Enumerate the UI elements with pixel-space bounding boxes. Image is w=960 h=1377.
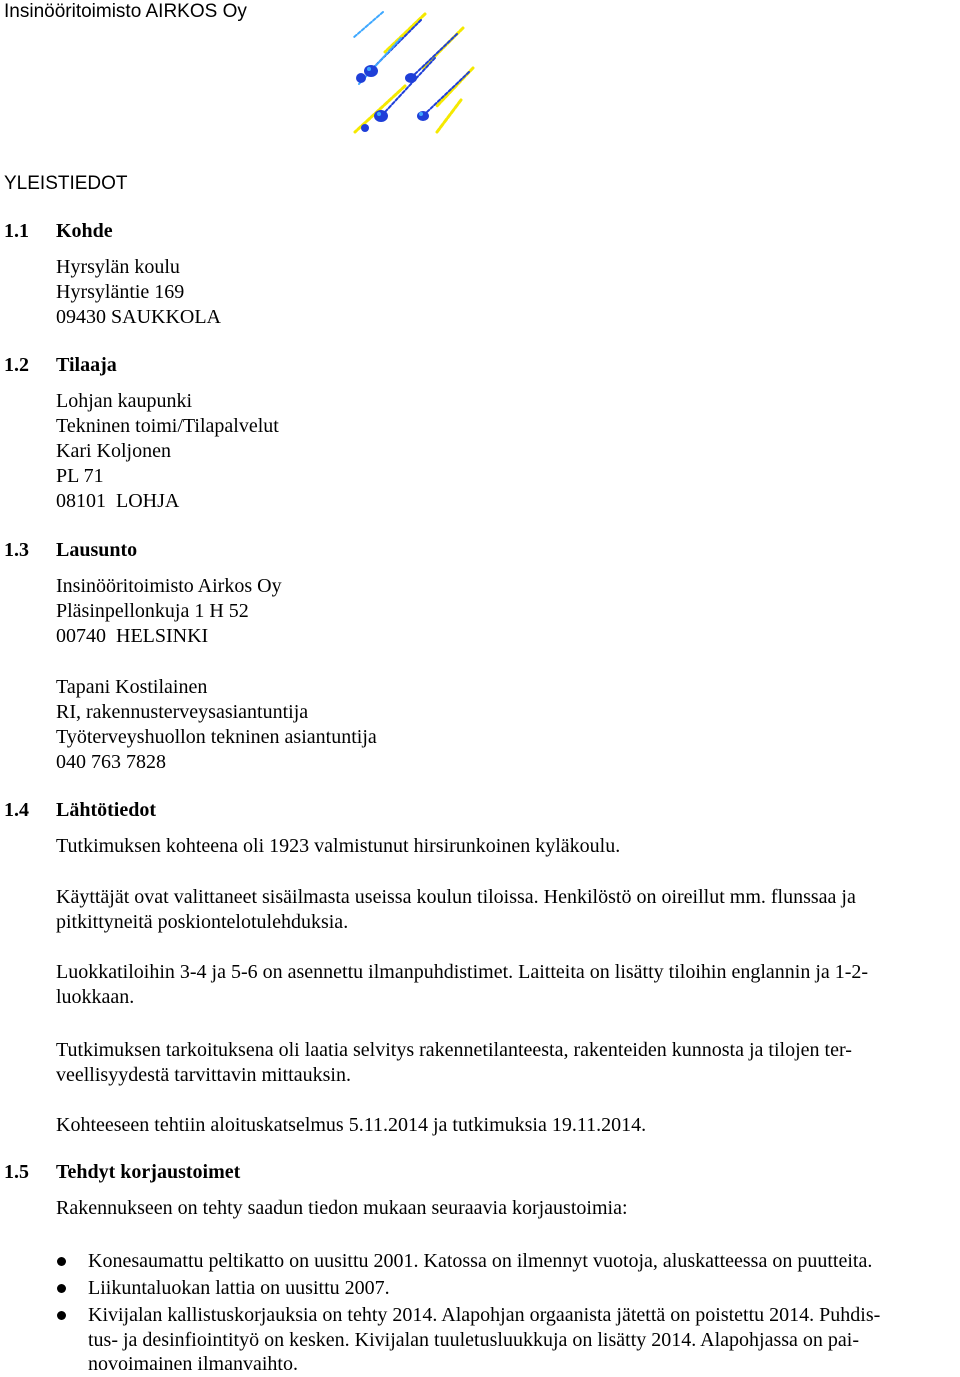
contact-line: 040 763 7828 <box>56 751 166 773</box>
section-number: 1.5 <box>4 1161 29 1183</box>
address-line: Lohjan kaupunki <box>56 390 193 412</box>
list-item: Konesaumattu peltikatto on uusittu 2001. Katossa on ilmennyt vuotoja, aluskatteessa on puutteita. <box>88 1250 873 1272</box>
paragraph-line: Tutkimuksen tarkoituksena oli laatia selvitys rakennetilanteesta, rakenteiden kunnosta ja tilojen ter- <box>56 1039 852 1061</box>
list-item-line: novoimainen ilmanvaihto. <box>88 1353 298 1375</box>
meteor-shower-logo <box>345 8 475 134</box>
address-line: Insinööritoimisto Airkos Oy <box>56 575 282 597</box>
lausunto-company-address <box>56 574 956 649</box>
paragraph-line: veellisyydestä tarvittavin mittauksin. <box>56 1064 351 1086</box>
section-title-kohde: Kohde <box>56 220 113 242</box>
paragraph-line: luokkaan. <box>56 986 135 1008</box>
section-title-korjaustoimet: Tehdyt korjaustoimet <box>56 1161 241 1183</box>
contact-line: RI, rakennusterveysasiantuntija <box>56 701 309 723</box>
bullet-icon <box>56 1303 72 1319</box>
bullet-icon <box>56 1249 72 1265</box>
lausunto-contact <box>56 675 956 775</box>
address-line: 00740 HELSINKI <box>56 625 209 647</box>
paragraph: Tutkimuksen kohteena oli 1923 valmistunut hirsirunkoinen kyläkoulu. <box>56 835 621 857</box>
paragraph: Rakennukseen on tehty saadun tiedon mukaan seuraavia korjaustoimia: <box>56 1197 628 1219</box>
section-number: 1.4 <box>4 799 29 821</box>
address-line: Hyrsylän koulu <box>56 256 180 278</box>
paragraph: Kohteeseen tehtiin aloituskatselmus 5.11.2014 ja tutkimuksia 19.11.2014. <box>56 1114 647 1136</box>
section-number: 1.2 <box>4 354 29 376</box>
bullet-icon <box>56 1276 72 1292</box>
address-line: 09430 SAUKKOLA <box>56 306 221 328</box>
kohde-address <box>56 255 956 330</box>
address-line: Kari Koljonen <box>56 440 171 462</box>
paragraph-line: Käyttäjät ovat valittaneet sisäilmasta useissa koulun tiloissa. Henkilöstö on oireillut mm. flunssaa ja <box>56 886 856 908</box>
list-item-line: Kivijalan kallistuskorjauksia on tehty 2014. Alapohjan orgaanista jätettä on poistettu 2014. Puhdis- <box>88 1304 881 1326</box>
address-line: Hyrsyläntie 169 <box>56 281 185 303</box>
company-header: Insinööritoimisto AIRKOS Oy <box>4 1 247 22</box>
section-title-tilaaja: Tilaaja <box>56 354 117 376</box>
contact-line: Tapani Kostilainen <box>56 676 208 698</box>
section-title-lahtotiedot: Lähtötiedot <box>56 799 156 821</box>
address-line: Tekninen toimi/Tilapalvelut <box>56 415 279 437</box>
paragraph-line: Luokkatiloihin 3-4 ja 5-6 on asennettu ilmanpuhdistimet. Laitteita on lisätty tiloihin englannin ja 1-2- <box>56 961 869 983</box>
tilaaja-address <box>56 389 956 514</box>
section-number: 1.1 <box>4 220 29 242</box>
section-number: 1.3 <box>4 539 29 561</box>
address-line: Pläsinpellonkuja 1 H 52 <box>56 600 249 622</box>
list-item-line: tus- ja desinfiointityö on kesken. Kivijalan tuuletusluukkuja on lisätty 2014. Alapohjassa on pai- <box>88 1329 860 1351</box>
address-line: 08101 LOHJA <box>56 490 180 512</box>
contact-line: Työterveyshuollon tekninen asiantuntija <box>56 726 377 748</box>
paragraph-line: pitkittyneitä poskiontelotulehduksia. <box>56 911 349 933</box>
document-title: YLEISTIEDOT <box>4 173 128 194</box>
list-item: Liikuntaluokan lattia on uusittu 2007. <box>88 1277 390 1299</box>
address-line: PL 71 <box>56 465 104 487</box>
section-title-lausunto: Lausunto <box>56 539 138 561</box>
